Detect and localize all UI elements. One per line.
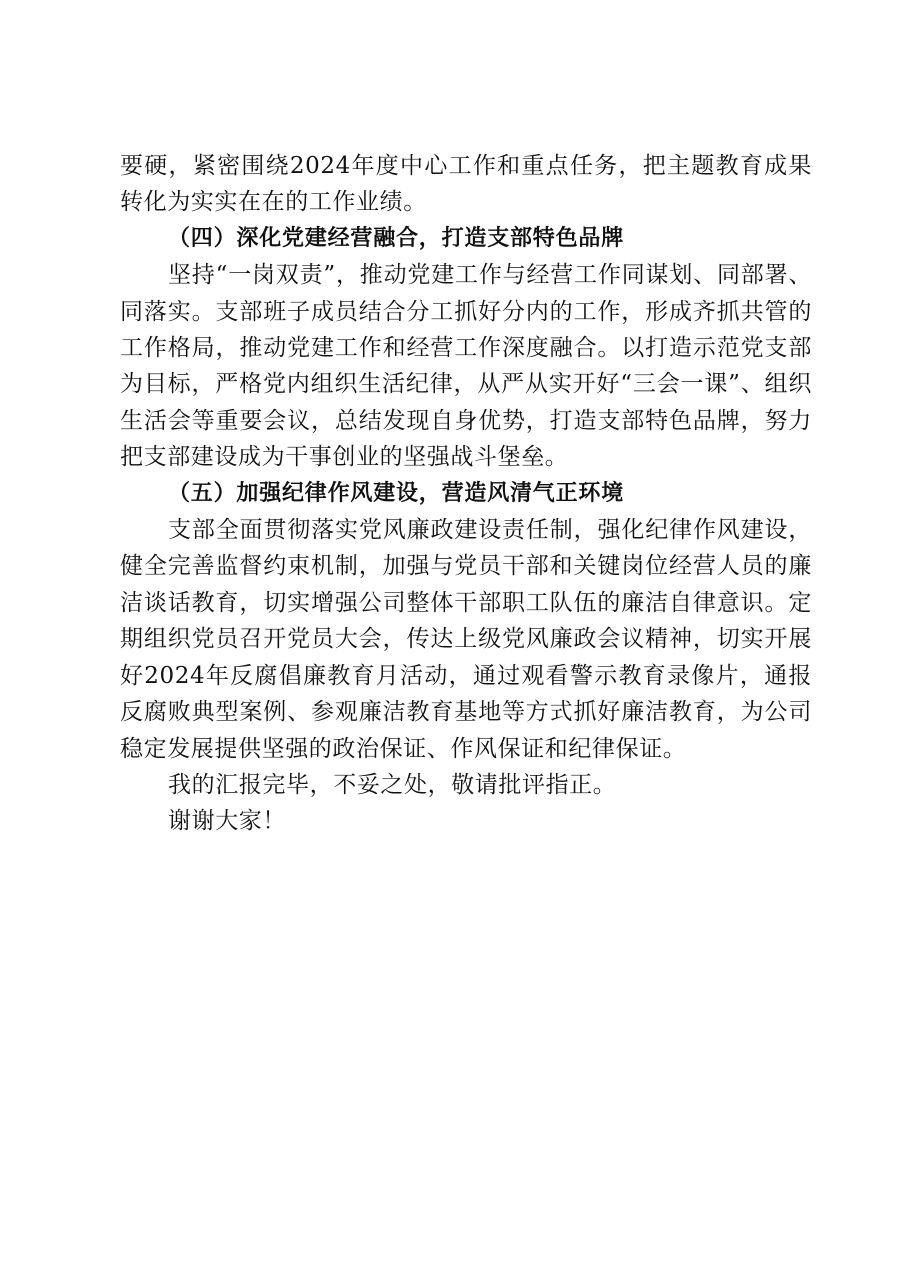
section-heading-5: （五）加强纪律作风建设，营造风清气正环境: [168, 480, 625, 506]
section-4-paragraph: 坚持“一岗双责”，推动党建工作与经营工作同谋划、同部署、同落实。支部班子成员结合分工抓好分内的工作，形成齐抓共管的工作格局，推动党建工作和经营工作深度融合。以打造示范党支部为目标，严格党内组织生活纪律，从严从实开好“三会一课”、组织生活会等重要会议，总结发现自身优势，打造支部特色品牌，努力把支部建设成为干事创业的坚强战斗堡垒。: [120, 262, 812, 471]
thanks-line: 谢谢大家！: [168, 808, 286, 835]
continued-paragraph: 要硬，紧密围绕2024年度中心工作和重点任务，把主题教育成果转化为实实在在的工作业绩。: [120, 153, 812, 216]
section-heading-4: （四）深化党建经营融合，打造支部特色品牌: [168, 225, 625, 251]
closing-remark: 我的汇报完毕，不妥之处，敬请批评指正。: [168, 771, 617, 798]
section-5-paragraph: 支部全面贯彻落实党风廉政建设责任制，强化纪律作风建设，健全完善监督约束机制，加强与党员干部和关键岗位经营人员的廉洁谈话教育，切实增强公司整体干部职工队伍的廉洁自律意识。定期组织党员召开党员大会，传达上级党风廉政会议精神，切实开展好2024年反腐倡廉教育月活动，通过观看警示教育录像片，通报反腐败典型案例、参观廉洁教育基地等方式抓好廉洁教育，为公司稳定发展提供坚强的政治保证、作风保证和纪律保证。: [120, 517, 812, 762]
document-body: [120, 148, 812, 840]
